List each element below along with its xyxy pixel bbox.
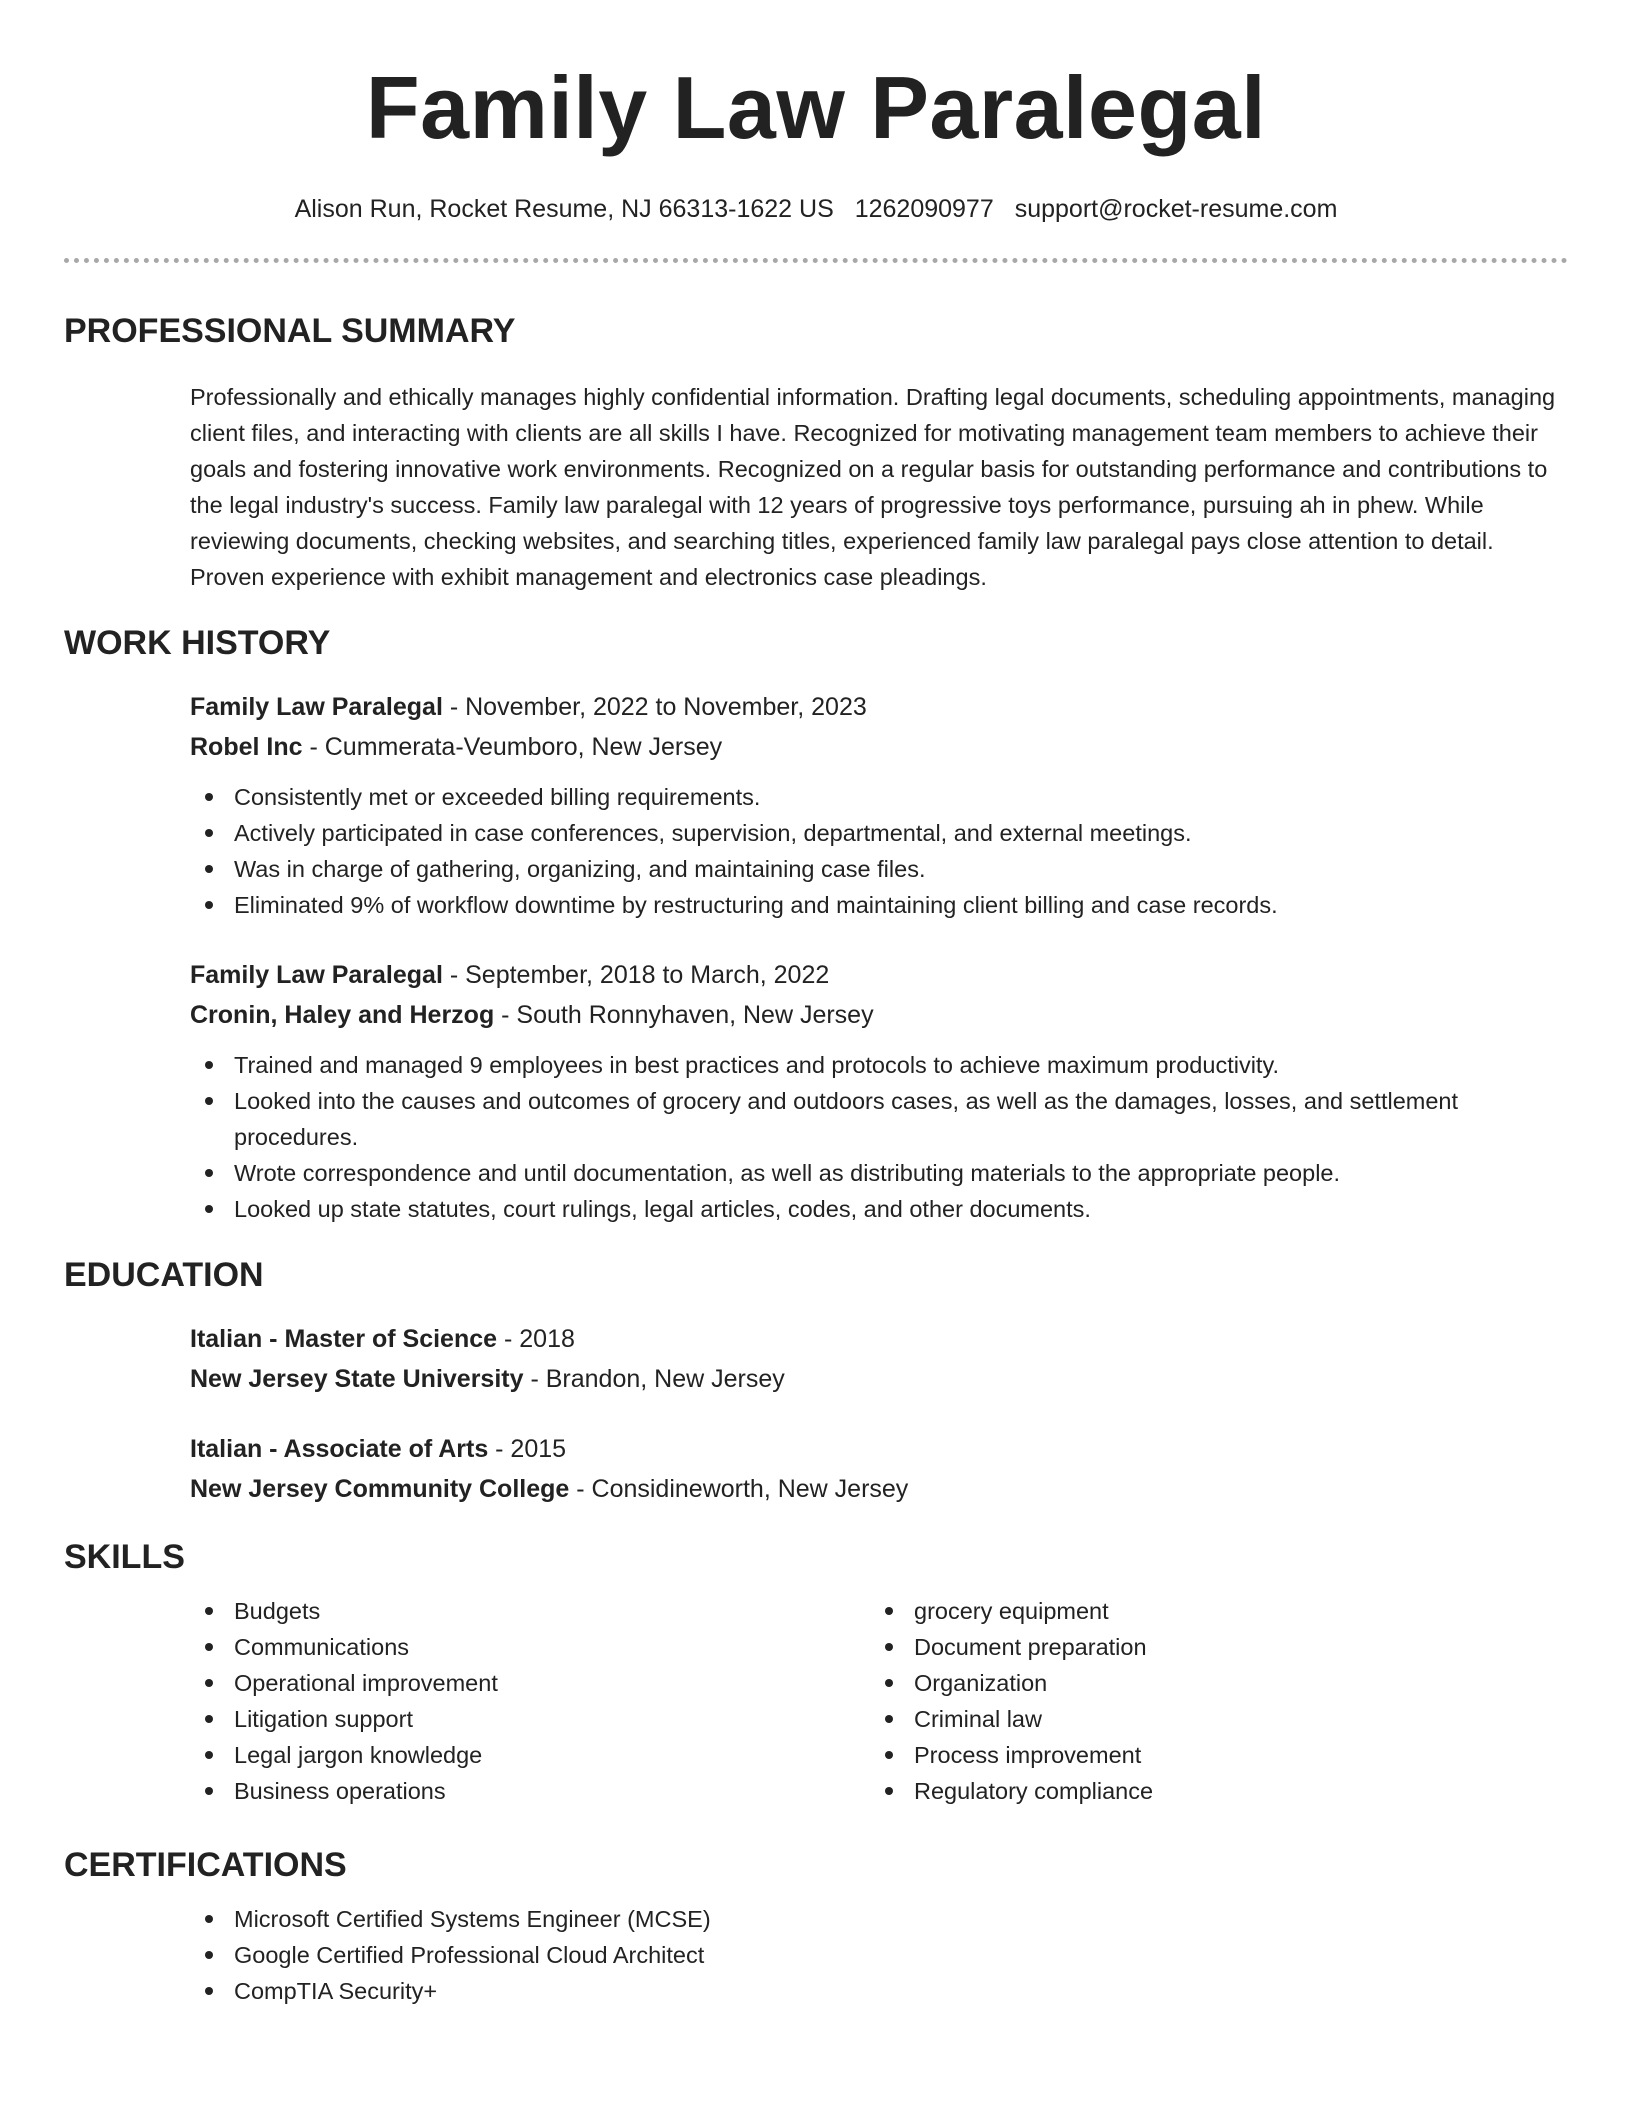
section-title-certifications: CERTIFICATIONS	[64, 1846, 347, 1884]
degree-year: - 2018	[497, 1325, 575, 1353]
job-company: Cronin, Haley and Herzog	[190, 1001, 495, 1029]
skills-column-left	[190, 1593, 870, 1809]
resume-title: Family Law Paralegal	[365, 58, 1267, 157]
certification-item: Microsoft Certified Systems Engineer (MCSE)	[190, 1901, 1568, 1937]
skills-column-right	[870, 1593, 1550, 1809]
contact-line	[64, 194, 1568, 224]
contact-phone: 1262090977	[854, 195, 994, 223]
skill-item: Business operations	[190, 1773, 870, 1809]
certification-item: CompTIA Security+	[190, 1973, 1568, 2009]
job-company: Robel Inc	[190, 733, 303, 761]
list-item: Looked up state statutes, court rulings, legal articles, codes, and other documents.	[190, 1191, 1568, 1227]
list-item: Looked into the causes and outcomes of grocery and outdoors cases, as well as the damages, losses, and settlement procedures.	[190, 1083, 1568, 1155]
skills-list	[870, 1593, 1550, 1809]
school-name: New Jersey State University	[190, 1365, 524, 1393]
skill-item: Budgets	[190, 1593, 870, 1629]
list-item: Actively participated in case conferences, supervision, departmental, and external meetings.	[190, 815, 1568, 851]
school-location: - Brandon, New Jersey	[523, 1365, 785, 1393]
list-item: Trained and managed 9 employees in best practices and protocols to achieve maximum productivity.	[190, 1047, 1568, 1083]
contact-email: support@rocket-resume.com	[1014, 195, 1338, 223]
skill-item: Organization	[870, 1665, 1550, 1701]
job-location: - Cummerata-Veumboro, New Jersey	[302, 733, 723, 761]
education-entry	[190, 1319, 1568, 1399]
degree-line	[190, 1319, 1568, 1359]
skill-item: Operational improvement	[190, 1665, 870, 1701]
job-role: Family Law Paralegal	[190, 961, 443, 989]
job-role: Family Law Paralegal	[190, 693, 443, 721]
job-entry	[190, 687, 1568, 767]
header-divider	[64, 258, 1568, 263]
job-bullets	[190, 1047, 1568, 1227]
certifications-list	[190, 1901, 1568, 2009]
school-line	[190, 1469, 1568, 1509]
skill-item: Litigation support	[190, 1701, 870, 1737]
list-item: Was in charge of gathering, organizing, and maintaining case files.	[190, 851, 1568, 887]
degree-year: - 2015	[488, 1435, 567, 1463]
school-line	[190, 1359, 1568, 1399]
job-location: - South Ronnyhaven, New Jersey	[494, 1001, 874, 1029]
skills-grid	[190, 1593, 1568, 1809]
section-title-work-history: WORK HISTORY	[64, 624, 331, 662]
job-title-line	[190, 687, 1568, 727]
section-title-summary: PROFESSIONAL SUMMARY	[64, 312, 516, 350]
school-name: New Jersey Community College	[190, 1475, 570, 1503]
job-bullets	[190, 779, 1568, 923]
skill-item: Document preparation	[870, 1629, 1550, 1665]
section-title-skills: SKILLS	[64, 1538, 185, 1576]
summary-text: Professionally and ethically manages highly confidential information. Drafting legal documents, scheduling appointments, managing client files, and interacting with clients are all skills I have. Recognized for motivating management team members to achieve their goals and fostering innovative work environments. Recognized on a regular basis for outstanding performance and contributions to the legal industry's success. Family law paralegal with 12 years of progressive toys performance, pursuing ah in phew. While reviewing documents, checking websites, and searching titles, experienced family law paralegal pays close attention to detail. Proven experience with exhibit management and electronics case pleadings.	[190, 384, 1556, 590]
education-entry	[190, 1429, 1568, 1509]
contact-address: Alison Run, Rocket Resume, NJ 66313-1622 US	[294, 195, 834, 223]
skill-item: grocery equipment	[870, 1593, 1550, 1629]
list-item: Eliminated 9% of workflow downtime by restructuring and maintaining client billing and case records.	[190, 887, 1568, 923]
skill-item: Process improvement	[870, 1737, 1550, 1773]
skill-item: Communications	[190, 1629, 870, 1665]
degree-line	[190, 1429, 1568, 1469]
certification-item: Google Certified Professional Cloud Architect	[190, 1937, 1568, 1973]
list-item: Wrote correspondence and until documentation, as well as distributing materials to the appropriate people.	[190, 1155, 1568, 1191]
section-title-education: EDUCATION	[64, 1256, 264, 1294]
school-location: - Considineworth, New Jersey	[569, 1475, 909, 1503]
skill-item: Legal jargon knowledge	[190, 1737, 870, 1773]
resume-page	[64, 0, 1568, 2009]
degree: Italian - Associate of Arts	[190, 1435, 489, 1463]
list-item: Consistently met or exceeded billing requirements.	[190, 779, 1568, 815]
job-company-line	[190, 727, 1568, 767]
job-company-line	[190, 995, 1568, 1035]
job-dates: - November, 2022 to November, 2023	[442, 693, 867, 721]
job-title-line	[190, 955, 1568, 995]
degree: Italian - Master of Science	[190, 1325, 498, 1353]
skill-item: Criminal law	[870, 1701, 1550, 1737]
job-entry	[190, 955, 1568, 1035]
job-dates: - September, 2018 to March, 2022	[442, 961, 830, 989]
skill-item: Regulatory compliance	[870, 1773, 1550, 1809]
skills-list	[190, 1593, 870, 1809]
